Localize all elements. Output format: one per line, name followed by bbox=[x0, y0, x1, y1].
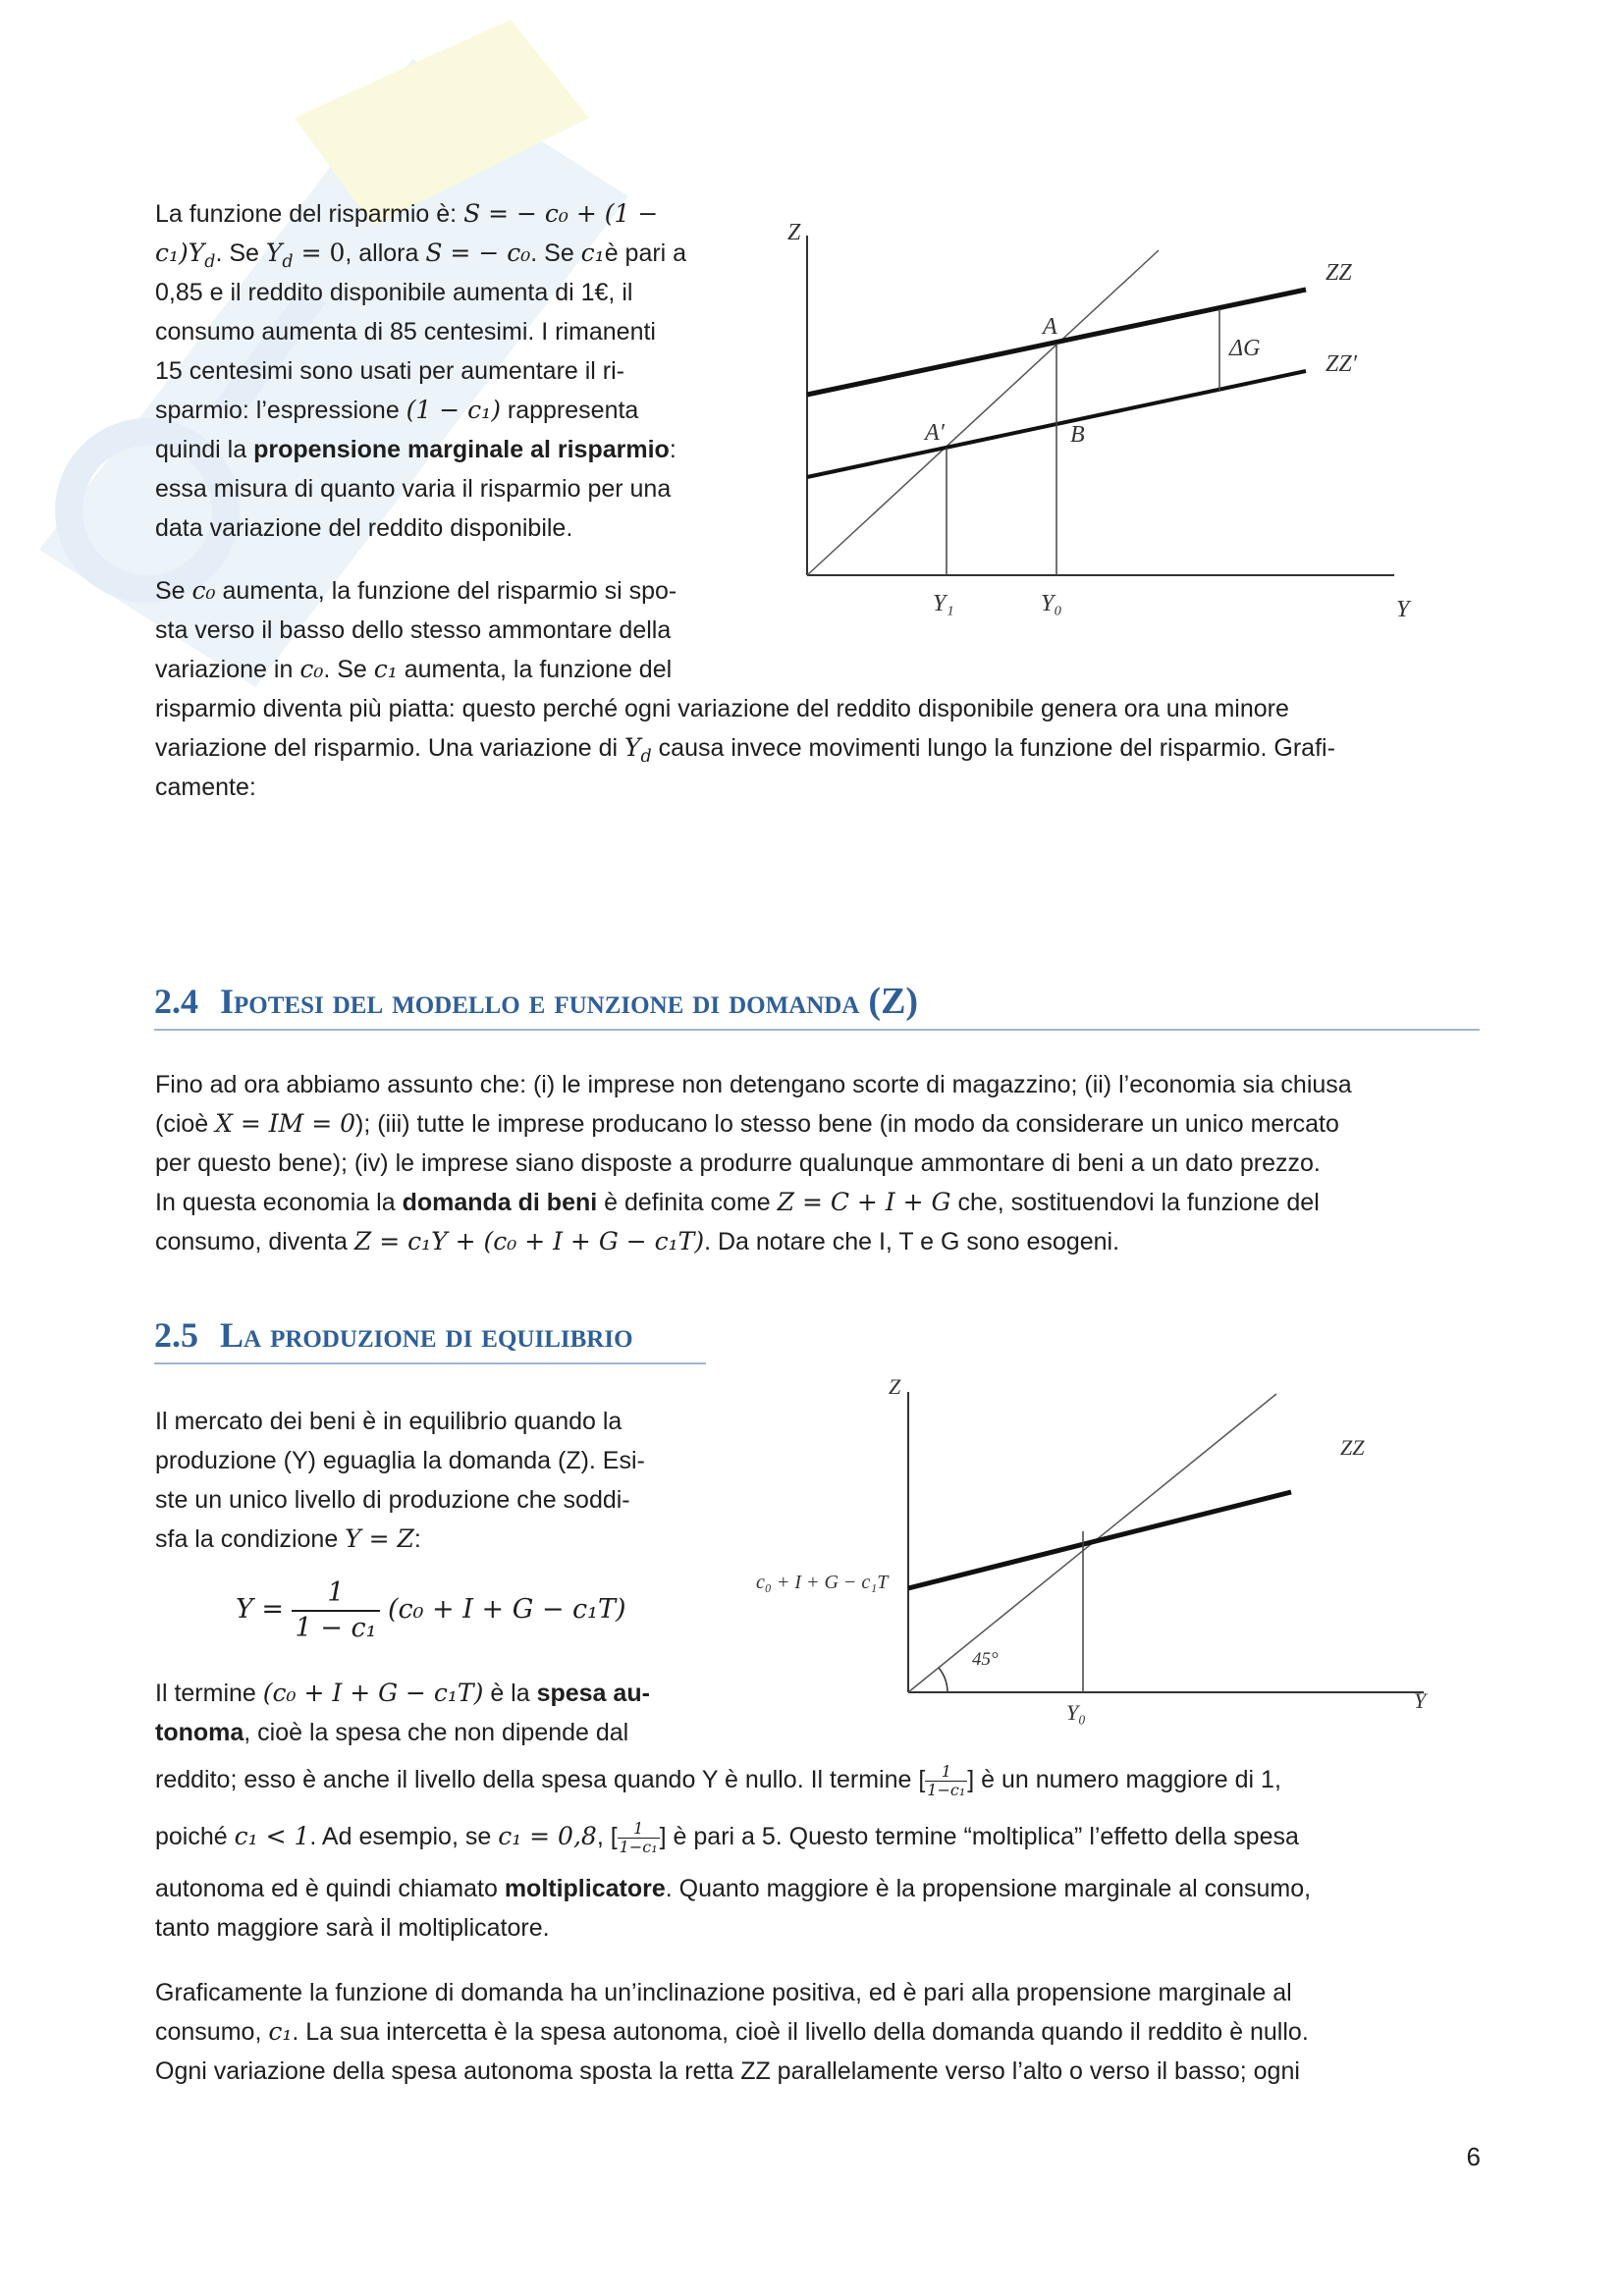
zz-prime-label: ZZ′ bbox=[1326, 351, 1357, 377]
y-label: Y bbox=[1396, 597, 1410, 622]
angle-arc bbox=[939, 1668, 947, 1692]
multiplier-fraction: $\frac{1}{\text{1 − c₁}}$ bbox=[292, 1576, 381, 1645]
z-label: Z bbox=[889, 1374, 901, 1399]
delta-g-label: ΔG bbox=[1229, 336, 1261, 361]
section-heading-2-5: 2.5 La produzione di equilibrio bbox=[154, 1313, 706, 1364]
intercept-label: c₀ + I + G − c₁T bbox=[756, 1572, 889, 1593]
equilibrium-formula: Y = $\frac{1}{\text{1 − c₁}}$ (c₀ + I + G − c₁T) bbox=[236, 1577, 626, 1643]
y0-label: Y₀ bbox=[1041, 591, 1062, 616]
z-label: Z bbox=[787, 220, 801, 245]
zz-label: ZZ bbox=[1340, 1435, 1365, 1460]
y1-label: Y₁ bbox=[933, 591, 954, 616]
section-heading-2-4: 2.4 Ipotesi del modello e funzione di domanda (Z) bbox=[154, 980, 1480, 1031]
figure-equilibrium-diagram bbox=[746, 1374, 1473, 1728]
zz-line bbox=[908, 1492, 1291, 1588]
inline-multiplier-fraction: $\frac{1}{\text{1−c₁}}$ bbox=[619, 1818, 658, 1856]
inline-multiplier-fraction: $\frac{1}{\text{1−c₁}}$ bbox=[927, 1761, 966, 1799]
y-label: Y bbox=[1414, 1688, 1427, 1713]
y0-label: Y₀ bbox=[1066, 1700, 1086, 1725]
figure-zz-shift-diagram bbox=[776, 206, 1434, 638]
page-number: 6 bbox=[1466, 2142, 1481, 2171]
point-a-prime-label: A′ bbox=[925, 420, 945, 446]
zz-label: ZZ bbox=[1326, 260, 1352, 286]
point-a-label: A bbox=[1043, 314, 1057, 340]
angle-label: 45° bbox=[972, 1649, 999, 1670]
point-b-label: B bbox=[1070, 422, 1085, 448]
